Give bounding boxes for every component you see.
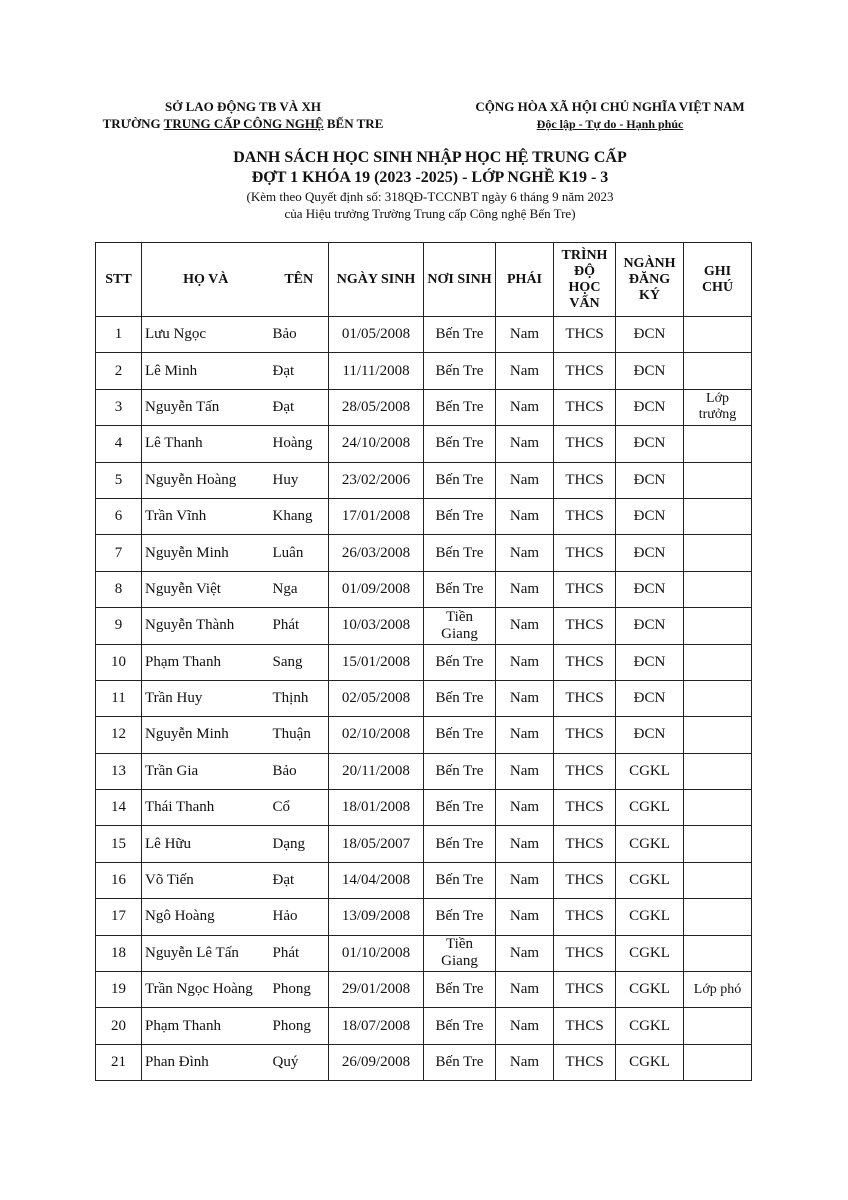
cell-ngay-sinh: 13/09/2008 — [329, 899, 424, 935]
cell-ghi-chu — [684, 317, 752, 353]
cell-nganh: ĐCN — [616, 462, 684, 498]
cell-ten: Phong — [270, 1008, 329, 1044]
cell-ho: Nguyễn Hoàng — [142, 462, 270, 498]
cell-nganh: ĐCN — [616, 717, 684, 753]
cell-noi-sinh: Tiền Giang — [424, 608, 496, 644]
table-row — [96, 899, 752, 935]
cell-ngay-sinh: 17/01/2008 — [329, 498, 424, 534]
table-row — [96, 498, 752, 534]
header-phai: PHÁI — [496, 243, 554, 317]
cell-ho: Lưu Ngọc — [142, 317, 270, 353]
cell-noi-sinh: Bến Tre — [424, 862, 496, 898]
cell-nganh: CGKL — [616, 826, 684, 862]
cell-nganh: ĐCN — [616, 680, 684, 716]
cell-ghi-chu — [684, 790, 752, 826]
table-row — [96, 717, 752, 753]
table-row — [96, 644, 752, 680]
cell-phai: Nam — [496, 535, 554, 571]
cell-stt: 12 — [96, 717, 142, 753]
cell-ho: Trần Gia — [142, 753, 270, 789]
cell-noi-sinh: Bến Tre — [424, 753, 496, 789]
cell-noi-sinh: Bến Tre — [424, 1008, 496, 1044]
cell-nganh: ĐCN — [616, 608, 684, 644]
cell-noi-sinh: Bến Tre — [424, 389, 496, 425]
cell-ghi-chu — [684, 1008, 752, 1044]
cell-phai: Nam — [496, 389, 554, 425]
cell-ngay-sinh: 02/10/2008 — [329, 717, 424, 753]
national-motto: Độc lập - Tự do - Hạnh phúc — [536, 117, 684, 131]
department-name: SỞ LAO ĐỘNG TB VÀ XH — [165, 99, 321, 114]
cell-ten: Thuận — [270, 717, 329, 753]
cell-trinh-do: THCS — [554, 1008, 616, 1044]
cell-trinh-do: THCS — [554, 753, 616, 789]
decision-reference: (Kèm theo Quyết định số: 318QĐ-TCCNBT ngày 6 tháng 9 năm 2023 — [246, 189, 614, 204]
cell-ho: Võ Tiến — [142, 862, 270, 898]
cell-stt: 15 — [96, 826, 142, 862]
cell-trinh-do: THCS — [554, 680, 616, 716]
school-name: TRƯỜNG TRUNG CẤP CÔNG NGHỆ BẾN TRE — [102, 116, 384, 131]
cell-nganh: CGKL — [616, 753, 684, 789]
country-name: CỘNG HÒA XÃ HỘI CHỦ NGHĨA VIỆT NAM — [475, 99, 745, 114]
cell-trinh-do: THCS — [554, 717, 616, 753]
cell-ngay-sinh: 18/01/2008 — [329, 790, 424, 826]
cell-phai: Nam — [496, 1044, 554, 1080]
cell-ho: Nguyễn Minh — [142, 717, 270, 753]
cell-nganh: CGKL — [616, 899, 684, 935]
table-row — [96, 1008, 752, 1044]
cell-ghi-chu — [684, 753, 752, 789]
cell-noi-sinh: Bến Tre — [424, 644, 496, 680]
cell-nganh: ĐCN — [616, 426, 684, 462]
cell-ngay-sinh: 18/07/2008 — [329, 1008, 424, 1044]
cell-noi-sinh: Bến Tre — [424, 535, 496, 571]
header-ngay-sinh: NGÀY SINH — [329, 243, 424, 317]
cell-trinh-do: THCS — [554, 535, 616, 571]
cell-phai: Nam — [496, 862, 554, 898]
cell-ngay-sinh: 01/05/2008 — [329, 317, 424, 353]
cell-ten: Thịnh — [270, 680, 329, 716]
cell-ngay-sinh: 26/09/2008 — [329, 1044, 424, 1080]
issuer-reference: của Hiệu trưởng Trường Trung cấp Công nghệ Bến Tre) — [284, 206, 576, 221]
cell-phai: Nam — [496, 753, 554, 789]
cell-noi-sinh: Tiền Giang — [424, 935, 496, 971]
cell-ten: Nga — [270, 571, 329, 607]
cell-ten: Dạng — [270, 826, 329, 862]
national-header — [430, 98, 790, 133]
cell-phai: Nam — [496, 644, 554, 680]
cell-trinh-do: THCS — [554, 608, 616, 644]
cell-ngay-sinh: 29/01/2008 — [329, 972, 424, 1008]
cell-nganh: ĐCN — [616, 535, 684, 571]
cell-ngay-sinh: 24/10/2008 — [329, 426, 424, 462]
cell-ten: Huy — [270, 462, 329, 498]
cell-stt: 21 — [96, 1044, 142, 1080]
cell-ghi-chu — [684, 426, 752, 462]
cell-phai: Nam — [496, 680, 554, 716]
cell-nganh: CGKL — [616, 935, 684, 971]
cell-ngay-sinh: 01/09/2008 — [329, 571, 424, 607]
cell-noi-sinh: Bến Tre — [424, 498, 496, 534]
cell-ghi-chu — [684, 353, 752, 389]
cell-nganh: ĐCN — [616, 644, 684, 680]
cell-ten: Luân — [270, 535, 329, 571]
cell-ho: Trần Huy — [142, 680, 270, 716]
cell-ho: Lê Hữu — [142, 826, 270, 862]
cell-ho: Nguyễn Thành — [142, 608, 270, 644]
table-row — [96, 389, 752, 425]
table-row — [96, 826, 752, 862]
cell-trinh-do: THCS — [554, 826, 616, 862]
cell-noi-sinh: Bến Tre — [424, 826, 496, 862]
cell-ho: Lê Minh — [142, 353, 270, 389]
cell-stt: 2 — [96, 353, 142, 389]
table-row — [96, 753, 752, 789]
table-row — [96, 1044, 752, 1080]
cell-ghi-chu — [684, 899, 752, 935]
cell-noi-sinh: Bến Tre — [424, 717, 496, 753]
cell-ho: Nguyễn Tấn — [142, 389, 270, 425]
cell-ho: Trần Vĩnh — [142, 498, 270, 534]
table-row — [96, 790, 752, 826]
cell-trinh-do: THCS — [554, 790, 616, 826]
cell-stt: 17 — [96, 899, 142, 935]
cell-trinh-do: THCS — [554, 1044, 616, 1080]
cell-ten: Cổ — [270, 790, 329, 826]
cell-ngay-sinh: 11/11/2008 — [329, 353, 424, 389]
title-line-1: DANH SÁCH HỌC SINH NHẬP HỌC HỆ TRUNG CẤP — [233, 149, 627, 166]
table-row — [96, 862, 752, 898]
cell-noi-sinh: Bến Tre — [424, 571, 496, 607]
cell-ten: Khang — [270, 498, 329, 534]
cell-trinh-do: THCS — [554, 644, 616, 680]
cell-stt: 14 — [96, 790, 142, 826]
cell-phai: Nam — [496, 935, 554, 971]
cell-nganh: CGKL — [616, 1044, 684, 1080]
cell-ho: Trần Ngọc Hoàng — [142, 972, 270, 1008]
cell-noi-sinh: Bến Tre — [424, 972, 496, 1008]
table-row — [96, 317, 752, 353]
table-row — [96, 608, 752, 644]
cell-stt: 18 — [96, 935, 142, 971]
cell-ho: Thái Thanh — [142, 790, 270, 826]
cell-stt: 3 — [96, 389, 142, 425]
cell-ngay-sinh: 10/03/2008 — [329, 608, 424, 644]
cell-noi-sinh: Bến Tre — [424, 1044, 496, 1080]
cell-nganh: CGKL — [616, 972, 684, 1008]
cell-ten: Phát — [270, 608, 329, 644]
cell-ten: Bảo — [270, 317, 329, 353]
title-line-2: ĐỢT 1 KHÓA 19 (2023 -2025) - LỚP NGHỀ K19 - 3 — [251, 169, 609, 186]
cell-stt: 7 — [96, 535, 142, 571]
cell-trinh-do: THCS — [554, 972, 616, 1008]
cell-trinh-do: THCS — [554, 462, 616, 498]
cell-noi-sinh: Bến Tre — [424, 317, 496, 353]
cell-stt: 10 — [96, 644, 142, 680]
header-ghi-chu: GHI CHÚ — [684, 243, 752, 317]
cell-noi-sinh: Bến Tre — [424, 462, 496, 498]
cell-phai: Nam — [496, 717, 554, 753]
cell-trinh-do: THCS — [554, 353, 616, 389]
cell-nganh: ĐCN — [616, 571, 684, 607]
cell-phai: Nam — [496, 498, 554, 534]
cell-ho: Lê Thanh — [142, 426, 270, 462]
cell-stt: 6 — [96, 498, 142, 534]
cell-phai: Nam — [496, 899, 554, 935]
cell-stt: 13 — [96, 753, 142, 789]
cell-ten: Đạt — [270, 353, 329, 389]
cell-ghi-chu — [684, 826, 752, 862]
cell-nganh: CGKL — [616, 1008, 684, 1044]
cell-trinh-do: THCS — [554, 571, 616, 607]
cell-stt: 8 — [96, 571, 142, 607]
cell-ngay-sinh: 18/05/2007 — [329, 826, 424, 862]
cell-nganh: ĐCN — [616, 317, 684, 353]
cell-ten: Đạt — [270, 389, 329, 425]
cell-phai: Nam — [496, 1008, 554, 1044]
cell-ghi-chu — [684, 935, 752, 971]
cell-phai: Nam — [496, 826, 554, 862]
table-header-row — [96, 243, 752, 317]
cell-ghi-chu — [684, 644, 752, 680]
cell-ghi-chu — [684, 717, 752, 753]
cell-noi-sinh: Bến Tre — [424, 899, 496, 935]
cell-phai: Nam — [496, 571, 554, 607]
cell-trinh-do: THCS — [554, 317, 616, 353]
cell-ngay-sinh: 01/10/2008 — [329, 935, 424, 971]
cell-ngay-sinh: 26/03/2008 — [329, 535, 424, 571]
table-row — [96, 353, 752, 389]
cell-ngay-sinh: 14/04/2008 — [329, 862, 424, 898]
cell-phai: Nam — [496, 353, 554, 389]
cell-trinh-do: THCS — [554, 935, 616, 971]
cell-ghi-chu — [684, 680, 752, 716]
cell-stt: 11 — [96, 680, 142, 716]
cell-trinh-do: THCS — [554, 862, 616, 898]
cell-ten: Phong — [270, 972, 329, 1008]
cell-ho: Nguyễn Lê Tấn — [142, 935, 270, 971]
cell-phai: Nam — [496, 608, 554, 644]
cell-ghi-chu — [684, 498, 752, 534]
cell-trinh-do: THCS — [554, 389, 616, 425]
cell-ghi-chu — [684, 862, 752, 898]
cell-stt: 9 — [96, 608, 142, 644]
cell-nganh: ĐCN — [616, 498, 684, 534]
cell-ghi-chu — [684, 1044, 752, 1080]
issuer-header — [78, 98, 408, 132]
cell-phai: Nam — [496, 462, 554, 498]
table-row — [96, 426, 752, 462]
student-list-table — [95, 242, 752, 1081]
header-noi-sinh: NƠI SINH — [424, 243, 496, 317]
cell-ghi-chu — [684, 608, 752, 644]
cell-stt: 20 — [96, 1008, 142, 1044]
cell-ngay-sinh: 28/05/2008 — [329, 389, 424, 425]
cell-ten: Phát — [270, 935, 329, 971]
cell-stt: 5 — [96, 462, 142, 498]
cell-ghi-chu: Lớp trưởng — [684, 389, 752, 425]
cell-noi-sinh: Bến Tre — [424, 353, 496, 389]
cell-ngay-sinh: 20/11/2008 — [329, 753, 424, 789]
cell-stt: 4 — [96, 426, 142, 462]
cell-trinh-do: THCS — [554, 498, 616, 534]
cell-ten: Đạt — [270, 862, 329, 898]
cell-trinh-do: THCS — [554, 899, 616, 935]
cell-noi-sinh: Bến Tre — [424, 790, 496, 826]
header-ho: HỌ VÀ — [142, 243, 270, 317]
header-ten: TÊN — [270, 243, 329, 317]
cell-stt: 1 — [96, 317, 142, 353]
cell-ngay-sinh: 02/05/2008 — [329, 680, 424, 716]
cell-ho: Phan Đình — [142, 1044, 270, 1080]
cell-stt: 19 — [96, 972, 142, 1008]
table-row — [96, 680, 752, 716]
cell-ho: Phạm Thanh — [142, 644, 270, 680]
cell-ho: Phạm Thanh — [142, 1008, 270, 1044]
table-row — [96, 972, 752, 1008]
cell-nganh: ĐCN — [616, 389, 684, 425]
cell-ngay-sinh: 15/01/2008 — [329, 644, 424, 680]
cell-noi-sinh: Bến Tre — [424, 426, 496, 462]
cell-ten: Hảo — [270, 899, 329, 935]
cell-ten: Quý — [270, 1044, 329, 1080]
cell-ghi-chu — [684, 462, 752, 498]
table-row — [96, 571, 752, 607]
header-trinh-do: TRÌNH ĐỘ HỌC VẤN — [554, 243, 616, 317]
cell-nganh: CGKL — [616, 862, 684, 898]
cell-ghi-chu: Lớp phó — [684, 972, 752, 1008]
header-stt: STT — [96, 243, 142, 317]
cell-ho: Nguyễn Việt — [142, 571, 270, 607]
cell-phai: Nam — [496, 790, 554, 826]
header-nganh: NGÀNH ĐĂNG KÝ — [616, 243, 684, 317]
cell-ghi-chu — [684, 571, 752, 607]
cell-nganh: ĐCN — [616, 353, 684, 389]
cell-ghi-chu — [684, 535, 752, 571]
cell-phai: Nam — [496, 972, 554, 1008]
cell-phai: Nam — [496, 426, 554, 462]
cell-noi-sinh: Bến Tre — [424, 680, 496, 716]
table-row — [96, 535, 752, 571]
cell-phai: Nam — [496, 317, 554, 353]
cell-ho: Ngô Hoàng — [142, 899, 270, 935]
cell-ho: Nguyễn Minh — [142, 535, 270, 571]
cell-ten: Hoàng — [270, 426, 329, 462]
cell-nganh: CGKL — [616, 790, 684, 826]
cell-ngay-sinh: 23/02/2006 — [329, 462, 424, 498]
table-row — [96, 462, 752, 498]
cell-ten: Sang — [270, 644, 329, 680]
table-row — [96, 935, 752, 971]
cell-trinh-do: THCS — [554, 426, 616, 462]
document-title — [130, 148, 730, 222]
cell-ten: Bảo — [270, 753, 329, 789]
cell-stt: 16 — [96, 862, 142, 898]
